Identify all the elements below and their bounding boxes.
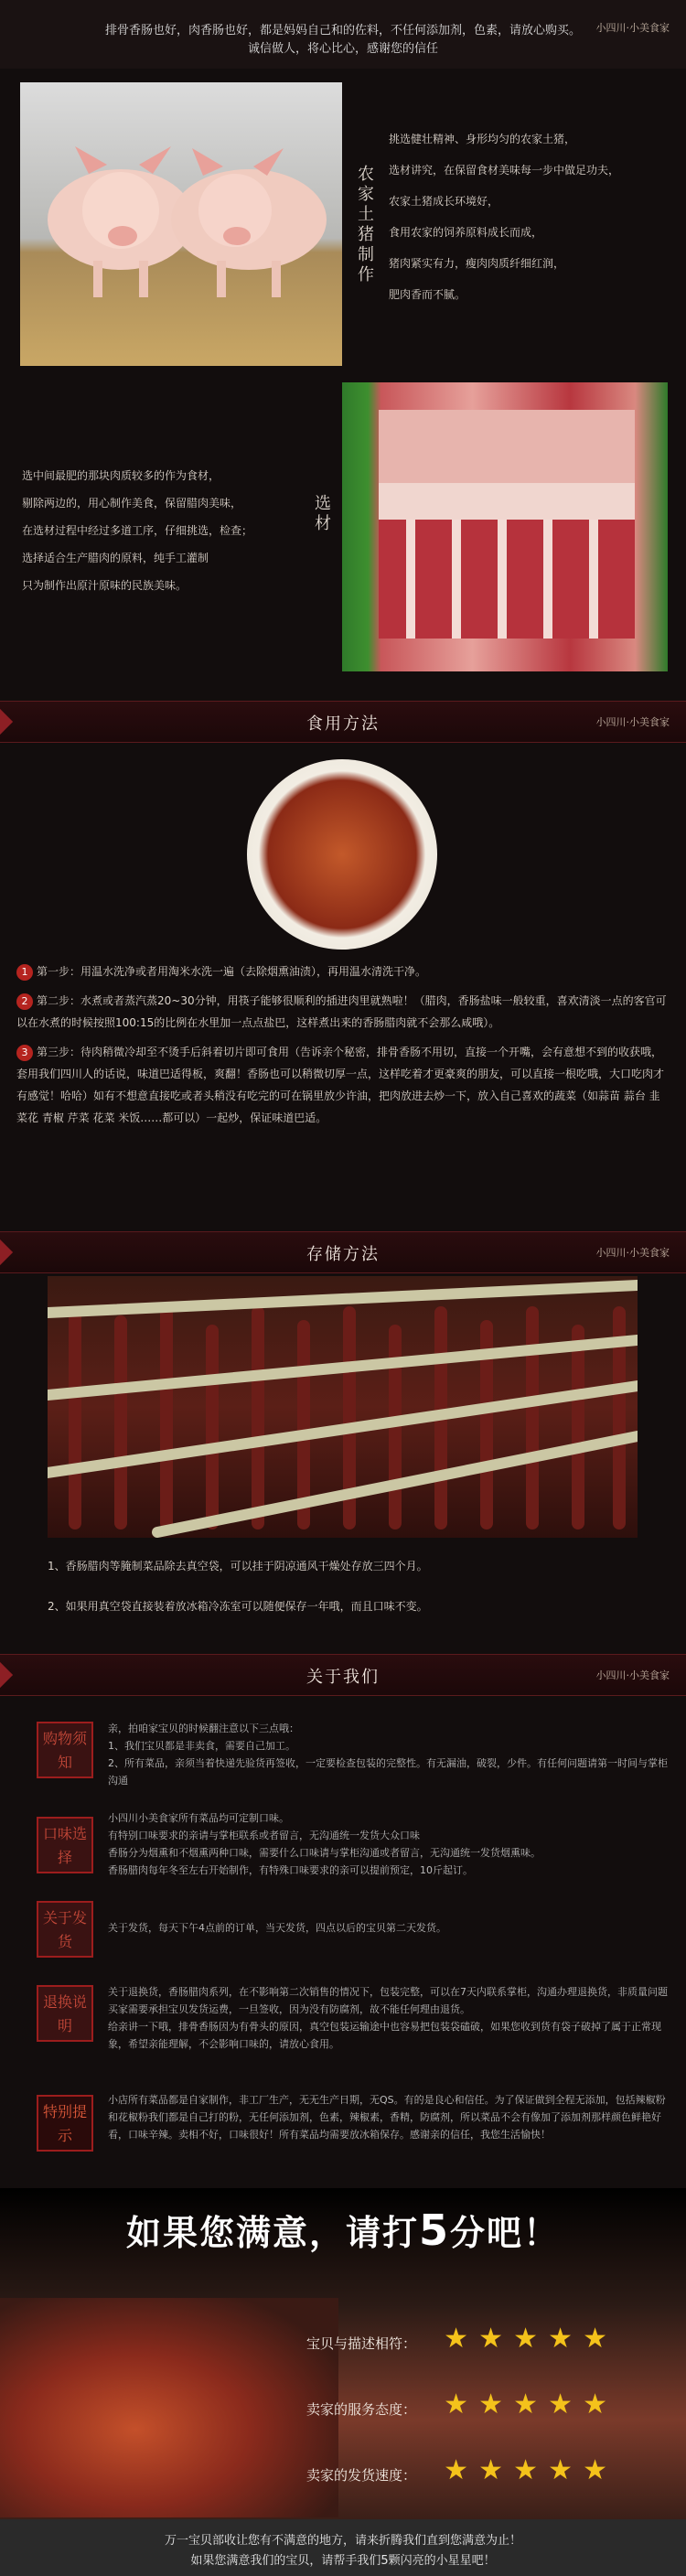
food-photo-decoration — [0, 2298, 338, 2517]
select-line: 选中间最肥的那块肉质较多的作为食材， — [22, 469, 220, 482]
star-icon[interactable]: ★ — [583, 2454, 607, 2486]
step-text: 第一步：用温水洗净或者用淘米水洗一遍（去除烟熏油渍），再用温水清洗干净。 — [37, 965, 427, 978]
about-text-shopping: 亲，拍咱家宝贝的时候翻注意以下三点哦： 1、我们宝贝都是非卖食，需要自己加工。 2、所有菜品，亲须当着快递先验货再签收，一定要检查包装的完整性。有无漏油，破裂，少件。有任何问题请第一时间与掌柜沟通 — [108, 1723, 668, 1787]
step-number: 1 — [16, 964, 33, 981]
store-banner — [0, 1231, 686, 1273]
headline-post: 分吧！ — [450, 2213, 561, 2253]
farm-line: 农家土猪成长环境好， — [389, 195, 499, 208]
select-text — [22, 465, 315, 596]
step-text: 第三步：待肉稍微冷却至不烫手后斜着切片即可食用（告诉亲个秘密，排骨香肠不用切，直接一个开嘴，会有意想不到的收获哦，套用我们四川人的话说，味道巴适得板，爽翻！香肠也可以稍微切厚一点，这样吃着才更豪爽的朋友，可以直接一根吃哦，大口吃肉才有感觉！哈哈）如有不想意直接吃或者头稍没有吃完的可在锅里放少许油，把肉放进去炒一下，放入自己喜欢的蔬菜（如蒜苗 蒜台 韭菜花 青椒 芹菜 花菜 米饭……都可以）一起炒，保证味道巴适。 — [16, 1046, 665, 1124]
rating-headline — [0, 2205, 686, 2255]
eat-banner — [0, 701, 686, 743]
headline-pre: 如果您满意，请打 — [125, 2213, 419, 2253]
about-text-returns: 关于退换货，香肠腊肉系列，在不影响第二次销售的情况下，包装完整，可以在7天内联系掌柜，沟通办理退换货，非质量问题买家需要承担宝贝发货运费，一旦签收，因为没有防腐剂，故不能任何理由退货。 给亲讲一下哦，排骨香肠因为有骨头的原因，真空包装运输途中也容易把包装袋磕破，如果您收到货有袋子破掉了属于正常现象，希望亲能理解，不会影响口味的，请放心食用。 — [108, 1986, 668, 2050]
pork-photo — [342, 382, 668, 671]
star-icon[interactable]: ★ — [583, 2388, 607, 2420]
rating-row — [306, 2325, 617, 2353]
select-line: 剔除两边的，用心制作美食，保留腊肉美味， — [22, 497, 242, 510]
eat-title: 食用方法 — [306, 714, 380, 734]
rating-label: 宝贝与描述相符： — [306, 2335, 417, 2352]
hanging-sausage-illustration — [48, 1276, 638, 1538]
star-icon[interactable]: ★ — [478, 2454, 503, 2486]
star-icon[interactable]: ★ — [513, 2388, 538, 2420]
pig-illustration — [20, 82, 342, 366]
pork-illustration — [342, 382, 668, 671]
rating-row — [306, 2454, 617, 2486]
seal-returns: 退换说明 — [37, 1985, 93, 2042]
sausage-plate-photo — [247, 759, 437, 950]
headline-number: 5 — [418, 2206, 450, 2255]
eat-step — [16, 1041, 670, 1129]
farm-line: 肥肉香而不腻。 — [389, 288, 466, 301]
rating-label: 卖家的服务态度： — [306, 2401, 417, 2418]
pig-photo — [20, 82, 342, 366]
store-line: 1、香肠腊肉等腌制菜品除去真空袋，可以挂于阴凉通风干燥处存放三四个月。 — [48, 1560, 428, 1572]
eat-step — [16, 961, 670, 982]
rating-row — [306, 2388, 617, 2420]
seal-taste: 口味选择 — [37, 1817, 93, 1873]
star-icon[interactable]: ★ — [444, 2454, 468, 2486]
top-intro — [0, 0, 686, 69]
rating-label: 卖家的发货速度： — [306, 2467, 417, 2484]
star-icon[interactable]: ★ — [548, 2388, 573, 2420]
store-line: 2、如果用真空袋直接装着放冰箱冷冻室可以随便保存一年哦，而且口味不变。 — [48, 1600, 428, 1613]
about-text-shipping: 关于发货，每天下午4点前的订单，当天发货，四点以后的宝贝第二天发货。 — [108, 1922, 446, 1934]
seal-shopping-notice: 购物须知 — [37, 1722, 93, 1778]
footer — [0, 2519, 686, 2576]
footer-line2: 如果您满意我们的宝贝，请帮手我们5颗闪亮的小星星吧！ — [190, 2554, 496, 2568]
eat-step — [16, 990, 670, 1034]
select-line: 在选材过程中经过多道工序，仔细挑选，检查； — [22, 524, 253, 537]
step-number: 3 — [16, 1045, 33, 1061]
star-icon[interactable]: ★ — [513, 2323, 538, 2355]
about-banner — [0, 1654, 686, 1696]
about-right-tag: 小四川·小美食家 — [595, 1669, 670, 1681]
farm-line: 挑选健壮精神、身形均匀的农家土猪， — [389, 133, 576, 145]
footer-line1: 万一宝贝部收让您有不满意的地方，请来折腾我们直到您满意为止！ — [164, 2534, 521, 2548]
seal-special: 特别提示 — [37, 2095, 93, 2152]
star-icon[interactable]: ★ — [548, 2454, 573, 2486]
about-text-taste: 小四川小美食家所有菜品均可定制口味。 有特别口味要求的亲请与掌柜联系或者留言，无沟通统一发货大众口味 香肠分为烟熏和不烟熏两种口味，需要什么口味请与掌柜沟通或者留言，无沟通统一发货烟熏味。 香肠腊肉每年冬至左右开始制作，有特殊口味要求的亲可以提前预定，10斤起订。 — [108, 1812, 541, 1876]
select-line: 只为制作出原汁原味的民族美味。 — [22, 579, 188, 592]
star-icon[interactable]: ★ — [444, 2388, 468, 2420]
hanging-sausage-photo — [48, 1276, 638, 1538]
about-title: 关于我们 — [306, 1668, 380, 1687]
store-title: 存储方法 — [306, 1245, 380, 1264]
star-icon[interactable]: ★ — [513, 2454, 538, 2486]
farm-line: 选材讲究，在保留食材美味每一步中做足功夫， — [389, 164, 620, 177]
top-intro-line1: 排骨香肠也好，肉香肠也好，都是妈妈自己和的佐料，不任何添加剂，色素，请放心购买。 — [104, 24, 581, 38]
about-text-special: 小店所有菜品都是自家制作，非工厂生产，无无生产日期，无QS。有的是良心和信任。为了保证做到全程无添加，包括辣椒粉和花椒粉我们都是自己打的粉，无任何添加剂，色素，辣椒素，香精，防腐剂，所以菜品不会有像加了添加剂那样颜色鲜艳好看，口味辛辣。卖相不好，口味很好！所有菜品均需要放冰箱保存。感谢亲的信任，我您生活愉快！ — [108, 2094, 666, 2141]
step-text: 第二步：水煮或者蒸汽蒸20~30分钟，用筷子能够很顺利的插进肉里就熟啦！（腊肉，香肠盐味一般较重，喜欢清淡一点的客官可以在水煮的时候按照100:15的比例在水里加一点点盐巴，这样煮出来的香肠腊肉就不会那么咸哦）。 — [16, 994, 667, 1029]
seal-shipping: 关于发货 — [37, 1901, 93, 1958]
star-icon[interactable]: ★ — [583, 2323, 607, 2355]
star-icon[interactable]: ★ — [478, 2323, 503, 2355]
star-icon[interactable]: ★ — [478, 2388, 503, 2420]
eat-right-tag: 小四川·小美食家 — [595, 716, 670, 728]
top-intro-line2: 诚信做人，将心比心，感谢您的信任 — [247, 42, 438, 56]
select-vertical-title: 选材 — [312, 494, 331, 534]
farm-line: 猪肉紧实有力，瘦肉肉质纤细红润， — [389, 257, 565, 270]
rating-panel — [0, 2188, 686, 2519]
star-icon[interactable]: ★ — [444, 2323, 468, 2355]
step-number: 2 — [16, 993, 33, 1010]
star-icon[interactable]: ★ — [548, 2323, 573, 2355]
store-text — [48, 1555, 670, 1617]
top-right-tag: 小四川·小美食家 — [595, 22, 670, 34]
farm-text — [389, 128, 672, 306]
farm-vertical-title: 农家土猪制作 — [355, 165, 374, 285]
farm-line: 食用农家的饲养原料成长而成， — [389, 226, 543, 239]
store-right-tag: 小四川·小美食家 — [595, 1247, 670, 1259]
eat-steps — [16, 961, 670, 1129]
select-line: 选择适合生产腊肉的原料，纯手工灌制 — [22, 552, 209, 564]
